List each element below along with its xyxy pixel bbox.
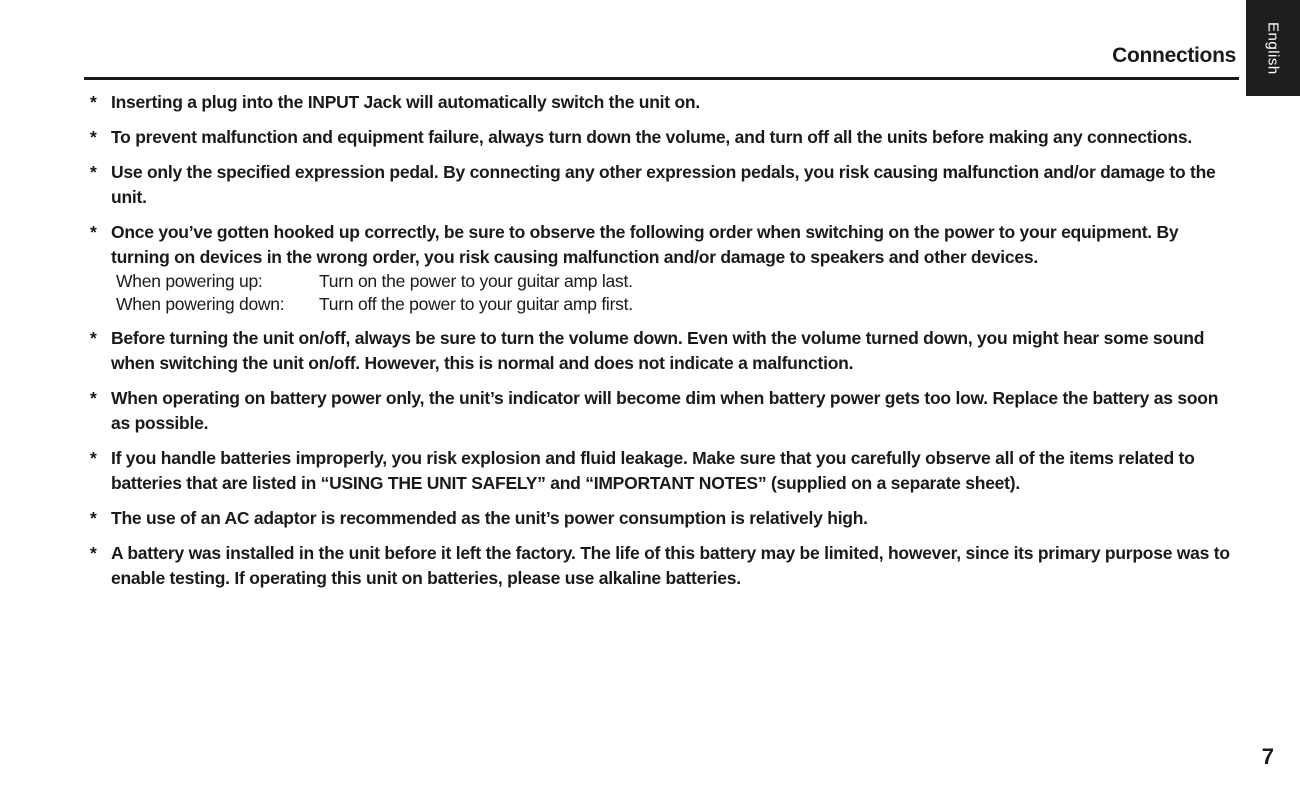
power-order-row (116, 270, 1240, 293)
note-text: Inserting a plug into the INPUT Jack will automatically switch the unit on. (111, 92, 700, 112)
note-bullet: * (90, 388, 97, 408)
note-text: A battery was installed in the unit before it left the factory. The life of this battery may be limited, however, since its primary purpose was to enable testing. If operating this unit on batteries, please use alkaline batteries. (111, 543, 1230, 588)
note-item (90, 506, 1240, 531)
language-tab-label: English (1264, 21, 1282, 75)
note-item (90, 90, 1240, 115)
note-text: Use only the specified expression pedal. By connecting any other expression pedals, you risk causing malfunction and/or damage to the unit. (111, 162, 1216, 207)
note-text: Before turning the unit on/off, always be sure to turn the volume down. Even with the volume turned down, you might hear some sound when switching the unit on/off. However, this is normal and does not indicate a malfunction. (111, 328, 1205, 373)
power-order-value: Turn off the power to your guitar amp first. (319, 294, 633, 314)
language-tab (1246, 0, 1300, 96)
note-text: Once you’ve gotten hooked up correctly, be sure to observe the following order when switching on the power to your equipment. By turning on devices in the wrong order, you risk causing malfunction and/or damage to speakers and other devices. (111, 222, 1179, 267)
power-order-value: Turn on the power to your guitar amp last. (319, 271, 633, 291)
note-bullet: * (90, 127, 97, 147)
note-text: If you handle batteries improperly, you risk explosion and fluid leakage. Make sure that you carefully observe all of the items related to batteries that are listed in “USING THE UNIT SAFELY” and “IMPORTANT NOTES” (supplied on a separate sheet). (111, 448, 1195, 493)
note-item (90, 125, 1240, 150)
note-bullet: * (90, 222, 97, 242)
note-bullet: * (90, 448, 97, 468)
note-text: When operating on battery power only, the unit’s indicator will become dim when battery power gets too low. Replace the battery as soon as possible. (111, 388, 1219, 433)
note-item (90, 446, 1240, 496)
power-order-table (116, 270, 1240, 316)
note-text: To prevent malfunction and equipment failure, always turn down the volume, and turn off all the units before making any connections. (111, 127, 1192, 147)
note-bullet: * (90, 162, 97, 182)
note-text: The use of an AC adaptor is recommended as the unit’s power consumption is relatively high. (111, 508, 868, 528)
note-bullet: * (90, 543, 97, 563)
note-bullet: * (90, 92, 97, 112)
power-order-label: When powering down: (116, 294, 285, 314)
note-item (90, 326, 1240, 376)
notes-list (90, 90, 1240, 601)
note-bullet: * (90, 328, 97, 348)
note-item (90, 386, 1240, 436)
note-bullet: * (90, 508, 97, 528)
section-divider (84, 77, 1239, 80)
note-item (90, 541, 1240, 591)
power-order-row (116, 293, 1240, 316)
note-item (90, 160, 1240, 210)
note-item (90, 220, 1240, 316)
section-title: Connections (1112, 44, 1236, 67)
page-number: 7 (1261, 744, 1274, 769)
power-order-label: When powering up: (116, 271, 263, 291)
